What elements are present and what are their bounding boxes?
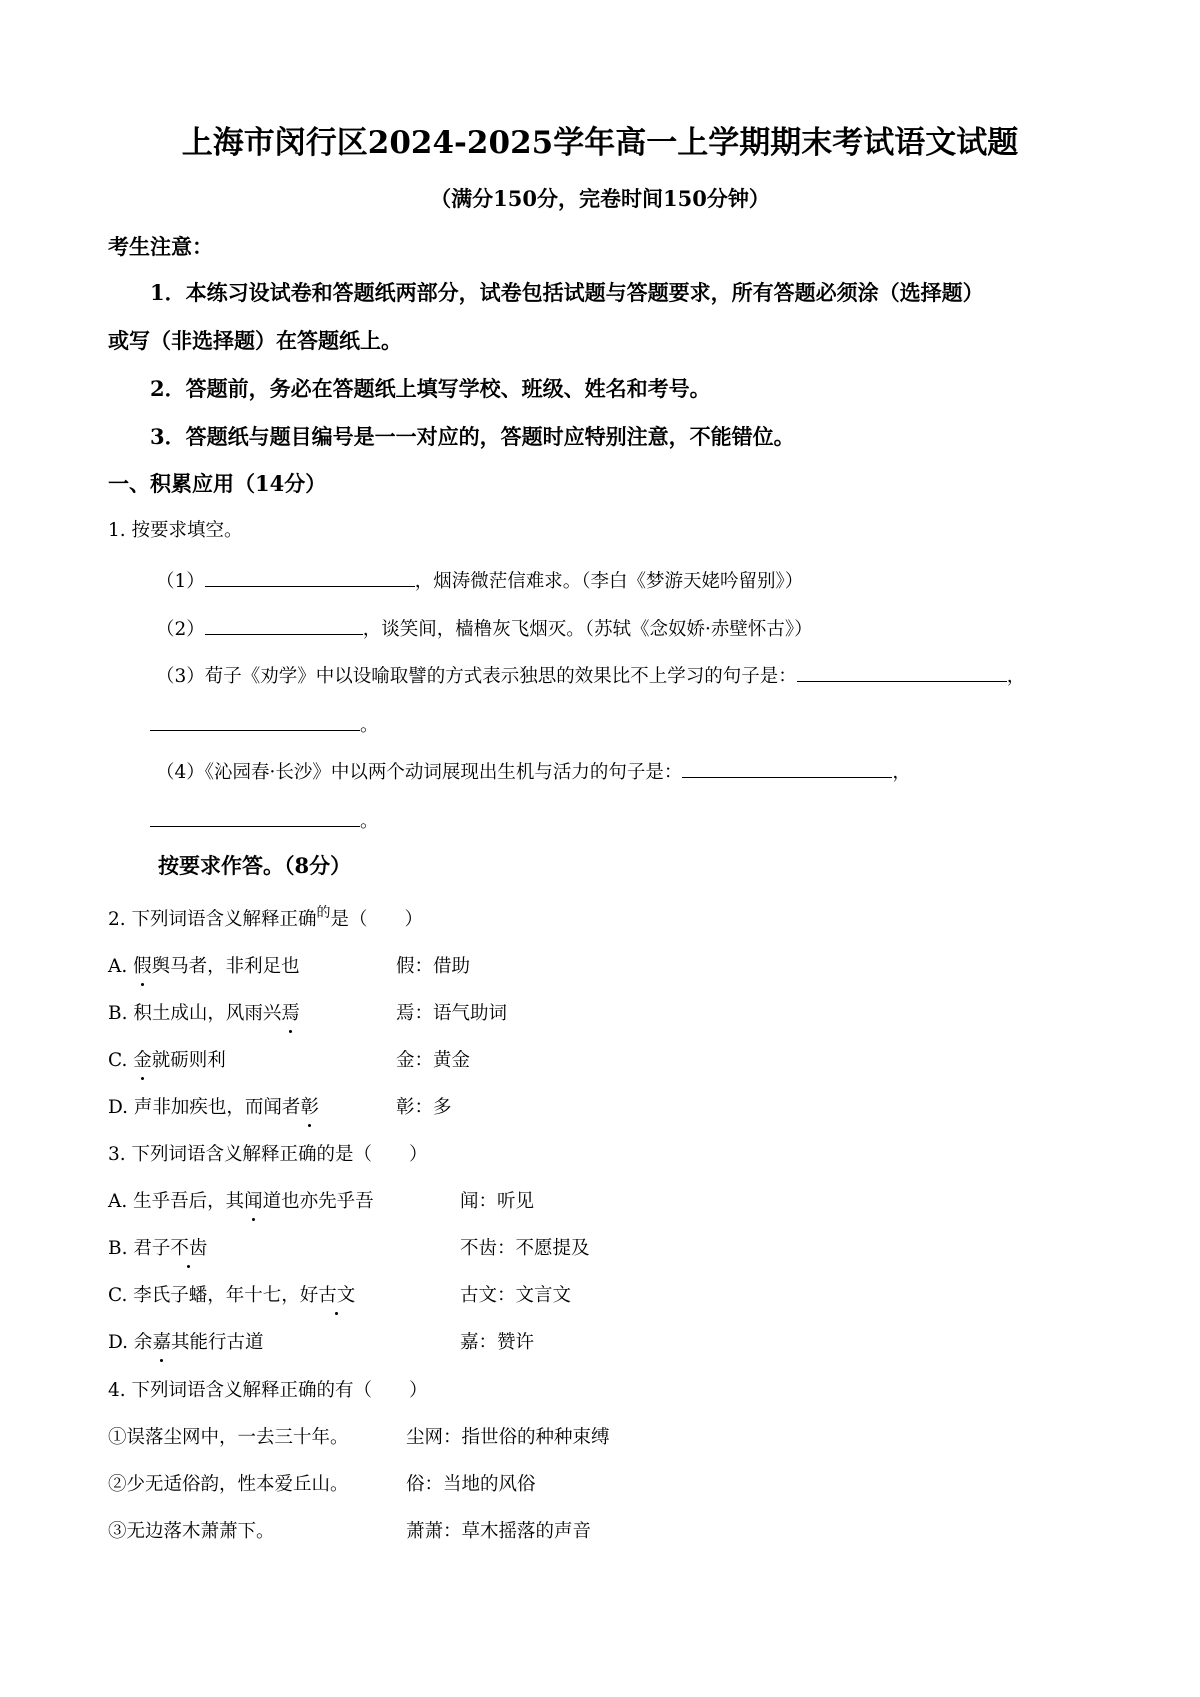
statement-row: [108, 1429, 610, 1448]
sub-number: （2）: [156, 619, 205, 640]
option-pre: C. 李氏子蟠，年十七，好: [108, 1285, 319, 1306]
answer-blank[interactable]: [150, 808, 360, 827]
notice-item-1-line-2: 或写（非选择题）在答题纸上。: [108, 328, 402, 353]
sub-text: （4）《沁园春·长沙》中以两个动词展现出生机与活力的句子是：: [156, 762, 683, 783]
option-text: [108, 1052, 396, 1071]
stem-text: 是（ ）: [330, 909, 424, 930]
option-text: [108, 1193, 460, 1212]
emphasis-word: 金: [133, 1050, 152, 1071]
question-1-sub-3: [156, 663, 1025, 687]
page-subtitle: （满分150分，完卷时间150分钟）: [430, 186, 770, 211]
answer-blank[interactable]: [150, 712, 360, 731]
question-1-sub-2: [156, 616, 813, 640]
question-3-stem: 3. 下列词语含义解释正确的是（ ）: [108, 1144, 428, 1165]
emphasis-word: 彰: [300, 1097, 319, 1118]
sub-number: （1）: [156, 571, 205, 592]
option-text: [108, 1334, 460, 1353]
option-row: [108, 958, 470, 977]
option-row: [108, 1334, 534, 1353]
notice-item-3: 3．答题纸与题目编号是一一对应的，答题时应特别注意，不能错位。: [150, 424, 795, 449]
option-explanation: 金：黄金: [396, 1050, 471, 1071]
option-post: 道也亦先乎吾: [262, 1191, 374, 1212]
emphasis-word: 嘉: [152, 1332, 171, 1353]
notice-heading: 考生注意：: [108, 234, 213, 259]
statement-text: ③无边落木萧萧下。: [108, 1521, 275, 1542]
question-4-stem: 4. 下列词语含义解释正确的有（ ）: [108, 1380, 428, 1401]
option-pre: C.: [108, 1050, 134, 1071]
section-heading: 一、积累应用（14分）: [108, 471, 327, 496]
sub-end: 。: [360, 811, 379, 832]
emphasis-word: 闻: [244, 1191, 263, 1212]
option-pre: A.: [108, 956, 134, 977]
notice-item-1-line-1: 1．本练习设试卷和答题纸两部分，试卷包括试题与答题要求，所有答题必须涂（选择题）: [150, 280, 984, 305]
statement-explanation: 俗：当地的风俗: [406, 1474, 536, 1495]
question-1-sub-4: [156, 759, 911, 783]
emphasis-word: 古文: [318, 1285, 356, 1306]
sub-end: 。: [360, 715, 379, 736]
option-explanation: 焉：语气助词: [396, 1003, 508, 1024]
option-explanation: 彰：多: [396, 1097, 452, 1118]
option-text: [108, 958, 396, 977]
question-1-stem: 1. 按要求填空。: [108, 520, 243, 541]
option-text: [108, 1287, 460, 1306]
option-pre: D. 余: [108, 1332, 153, 1353]
option-post: 其能行古道: [170, 1332, 264, 1353]
option-explanation: 嘉：赞许: [460, 1332, 535, 1353]
statement-text: ②少无适俗韵，性本爱丘山。: [108, 1474, 349, 1495]
option-pre: B. 积土成山，风雨兴: [108, 1003, 282, 1024]
emphasis-word: 焉: [281, 1003, 300, 1024]
option-explanation: 闻：听见: [460, 1191, 535, 1212]
statement-row: [108, 1476, 536, 1495]
option-row: [108, 1005, 507, 1024]
question-1-sub-1: [156, 568, 803, 592]
option-explanation: 古文：文言文: [460, 1285, 572, 1306]
answer-blank[interactable]: [682, 759, 892, 778]
option-explanation: 假：借助: [396, 956, 471, 977]
statement-explanation: 萧萧：草木摇落的声音: [406, 1521, 592, 1542]
option-row: [108, 1240, 590, 1259]
statement-explanation: 尘网：指世俗的种种束缚: [406, 1427, 610, 1448]
option-pre: B. 君子: [108, 1238, 171, 1259]
question-1-sub-3-continued: [150, 712, 379, 736]
sub-text: ，烟涛微茫信难求。（李白《梦游天姥吟留别》）: [414, 571, 804, 592]
option-explanation: 不齿：不愿提及: [460, 1238, 590, 1259]
sub-comma: ，: [892, 762, 911, 783]
subsection-heading: 按要求作答。（8分）: [158, 853, 352, 878]
sub-comma: ，: [1006, 666, 1026, 687]
option-text: [108, 1240, 460, 1259]
option-text: [108, 1099, 396, 1118]
option-row: [108, 1052, 470, 1071]
emphasis-word: 不齿: [170, 1238, 208, 1259]
emphasis-word: 假: [133, 956, 152, 977]
option-text: [108, 1005, 396, 1024]
option-row: [108, 1193, 534, 1212]
statement-row: [108, 1523, 591, 1542]
option-post: 就砺则利: [151, 1050, 226, 1071]
option-row: [108, 1099, 452, 1118]
notice-item-2: 2．答题前，务必在答题纸上填写学校、班级、姓名和考号。: [150, 376, 711, 401]
question-1-sub-4-continued: [150, 808, 379, 832]
sub-text: （3）荀子《劝学》中以设喻取譬的方式表示独思的效果比不上学习的句子是：: [156, 666, 797, 687]
question-2-stem: [108, 905, 424, 930]
option-post: 舆马者，非利足也: [151, 956, 300, 977]
stem-superscript: 的: [316, 905, 331, 921]
option-pre: A. 生乎吾后，其: [108, 1191, 245, 1212]
option-pre: D. 声非加疾也，而闻者: [108, 1097, 301, 1118]
answer-blank[interactable]: [797, 663, 1007, 682]
option-row: [108, 1287, 571, 1306]
page-title: 上海市闵行区2024-2025学年高一上学期期末考试语文试题: [181, 125, 1019, 161]
answer-blank[interactable]: [205, 616, 363, 635]
answer-blank[interactable]: [205, 568, 415, 587]
stem-text: 2. 下列词语含义解释正确: [108, 909, 317, 930]
sub-text: ，谈笑间，樯橹灰飞烟灭。（苏轼《念奴娇·赤壁怀古》）: [362, 619, 813, 640]
statement-text: ①误落尘网中，一去三十年。: [108, 1427, 349, 1448]
